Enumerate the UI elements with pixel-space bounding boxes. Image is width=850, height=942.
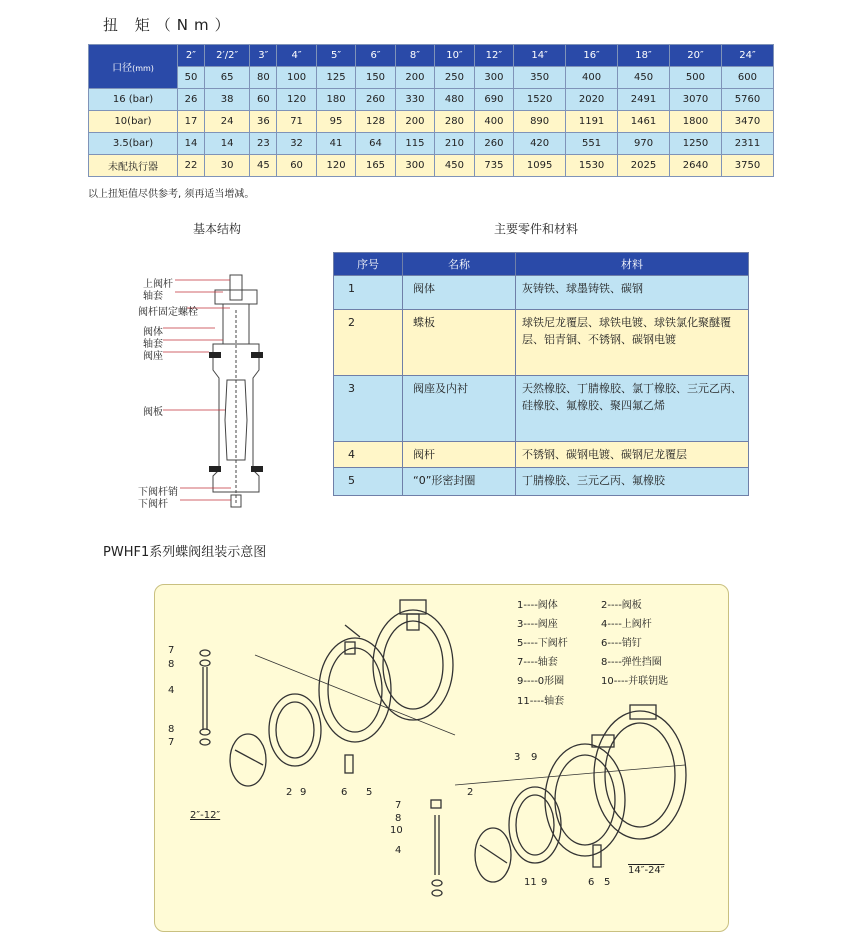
torque-table — [88, 44, 774, 177]
small-seat — [269, 694, 321, 766]
inch-size: 16″ — [566, 45, 618, 67]
torque-value: 45 — [250, 155, 277, 177]
seat-bottom-right — [251, 466, 263, 472]
torque-value: 1191 — [566, 111, 618, 133]
part-name: “0”形密封圈 — [403, 468, 516, 496]
mm-size: 50 — [178, 67, 205, 89]
torque-value: 36 — [250, 111, 277, 133]
legend-6: 6----销钉 — [601, 638, 642, 649]
part-no: 3 — [334, 376, 403, 442]
mm-size: 80 — [250, 67, 277, 89]
parts-header: 材料 — [516, 253, 749, 276]
mm-size: 125 — [316, 67, 355, 89]
torque-value: 3070 — [670, 89, 722, 111]
part-name: 阀座及内衬 — [403, 376, 516, 442]
small-disc — [230, 734, 266, 786]
legend-9: 9----0形圈 — [517, 676, 565, 687]
large-callout-11: 11 — [524, 877, 537, 888]
small-callout-8a: 8 — [168, 659, 175, 670]
part-material: 灰铸铁、球墨铸铁、碳钢 — [516, 276, 749, 310]
mm-size: 500 — [670, 67, 722, 89]
torque-value: 1800 — [670, 111, 722, 133]
torque-value: 120 — [277, 89, 316, 111]
torque-value: 1520 — [514, 89, 566, 111]
torque-value: 60 — [277, 155, 316, 177]
large-callout-10: 10 — [390, 825, 403, 836]
mm-size: 350 — [514, 67, 566, 89]
legend-5: 5----下阀杆 — [517, 638, 568, 649]
torque-value: 5760 — [721, 89, 773, 111]
structure-title: 基本结构 — [193, 222, 242, 236]
legend-4: 4----上阀杆 — [601, 619, 652, 630]
torque-value: 480 — [435, 89, 474, 111]
parts-row — [334, 442, 749, 468]
part-no: 1 — [334, 276, 403, 310]
torque-value: 970 — [618, 133, 670, 155]
torque-value: 420 — [514, 133, 566, 155]
torque-value: 2025 — [618, 155, 670, 177]
legend-1: 1----阀体 — [517, 600, 558, 611]
upper-stem-shape — [230, 275, 242, 300]
small-body-outer — [373, 610, 453, 720]
torque-value: 2640 — [670, 155, 722, 177]
part-no: 4 — [334, 442, 403, 468]
inch-size: 4″ — [277, 45, 316, 67]
torque-value: 890 — [514, 111, 566, 133]
inch-size: 5″ — [316, 45, 355, 67]
torque-value: 210 — [435, 133, 474, 155]
torque-value: 1530 — [566, 155, 618, 177]
parts-row — [334, 468, 749, 496]
part-no: 2 — [334, 310, 403, 376]
torque-value: 400 — [474, 111, 513, 133]
part-name: 阀杆 — [403, 442, 516, 468]
torque-value: 120 — [316, 155, 355, 177]
large-callout-3: 3 — [514, 752, 521, 763]
part-name: 蝶板 — [403, 310, 516, 376]
part-material: 球铁尼龙覆层、球铁电镀、球铁氯化聚醚覆层、铝青铜、不锈钢、碳钢电镀 — [516, 310, 749, 376]
torque-value: 41 — [316, 133, 355, 155]
label-lower-pin: 下阀杆销 — [138, 487, 178, 498]
torque-value: 260 — [474, 133, 513, 155]
parts-row — [334, 376, 749, 442]
assembly-title: PWHF1系列蝶阀组装示意图 — [103, 545, 267, 560]
torque-value: 22 — [178, 155, 205, 177]
pressure-label: 16 (bar) — [89, 89, 178, 111]
part-material: 不锈钢、碳钢电镀、碳钢尼龙覆层 — [516, 442, 749, 468]
large-body-outer — [594, 711, 686, 839]
torque-value: 23 — [250, 133, 277, 155]
large-liner — [545, 744, 625, 856]
part-material: 丁腈橡胶、三元乙丙、氟橡胶 — [516, 468, 749, 496]
torque-value: 115 — [395, 133, 434, 155]
size-range-large: 14″-24″ — [628, 865, 665, 876]
small-callout-7b: 7 — [168, 737, 175, 748]
torque-row — [89, 111, 774, 133]
torque-value: 2491 — [618, 89, 670, 111]
part-material: 天然橡胶、丁腈橡胶、氯丁橡胶、三元乙丙、硅橡胶、氟橡胶、聚四氟乙烯 — [516, 376, 749, 442]
inch-size: 10″ — [435, 45, 474, 67]
legend-3: 3----阀座 — [517, 619, 558, 630]
torque-value: 690 — [474, 89, 513, 111]
assembly-drawing — [155, 585, 725, 929]
parts-title: 主要零件和材料 — [494, 222, 579, 236]
mm-size: 150 — [356, 67, 395, 89]
torque-value: 17 — [178, 111, 205, 133]
parts-header: 名称 — [403, 253, 516, 276]
torque-value: 30 — [204, 155, 249, 177]
torque-note: 以上扭矩值尽供参考, 须再适当增减。 — [88, 189, 255, 200]
pressure-label: 3.5(bar) — [89, 133, 178, 155]
torque-value: 2311 — [721, 133, 773, 155]
torque-value: 64 — [356, 133, 395, 155]
mm-size: 100 — [277, 67, 316, 89]
inch-size: 6″ — [356, 45, 395, 67]
part-name: 阀体 — [403, 276, 516, 310]
mm-size: 300 — [474, 67, 513, 89]
torque-value: 32 — [277, 133, 316, 155]
label-bushing-1: 轴套 — [143, 291, 163, 302]
large-disc — [475, 828, 511, 882]
large-callout-9a: 9 — [531, 752, 538, 763]
label-bushing-2: 轴套 — [143, 339, 163, 350]
label-stem-bolt: 阀杆固定螺栓 — [138, 307, 198, 318]
torque-value: 551 — [566, 133, 618, 155]
torque-value: 71 — [277, 111, 316, 133]
large-callout-8: 8 — [395, 813, 402, 824]
torque-value: 3750 — [721, 155, 773, 177]
torque-value: 260 — [356, 89, 395, 111]
torque-value: 128 — [356, 111, 395, 133]
legend-11: 11----轴套 — [517, 696, 565, 707]
torque-value: 14 — [178, 133, 205, 155]
large-callout-7: 7 — [395, 800, 402, 811]
inch-size: 14″ — [514, 45, 566, 67]
torque-value: 735 — [474, 155, 513, 177]
inch-size: 18″ — [618, 45, 670, 67]
inch-size: 20″ — [670, 45, 722, 67]
label-upper-stem: 上阀杆 — [143, 279, 173, 290]
large-callout-6: 6 — [588, 877, 595, 888]
large-callout-4: 4 — [395, 845, 402, 856]
size-label-cell: 口径(mm) — [89, 45, 178, 89]
label-disc: 阀板 — [143, 407, 163, 418]
torque-value: 14 — [204, 133, 249, 155]
seat-top-left — [209, 352, 221, 358]
mm-size: 65 — [204, 67, 249, 89]
torque-value: 60 — [250, 89, 277, 111]
torque-value: 95 — [316, 111, 355, 133]
label-body: 阀体 — [143, 327, 163, 338]
small-callout-6: 6 — [341, 787, 348, 798]
small-callout-7a: 7 — [168, 645, 175, 656]
torque-value: 300 — [395, 155, 434, 177]
torque-title: 扭 矩（Nm） — [103, 16, 236, 34]
torque-value: 26 — [178, 89, 205, 111]
large-callout-2: 2 — [467, 787, 474, 798]
torque-value: 38 — [204, 89, 249, 111]
large-seat — [509, 787, 561, 863]
legend-8: 8----弹性挡圈 — [601, 657, 662, 668]
pressure-label: 10(bar) — [89, 111, 178, 133]
pressure-label: 未配执行器 — [89, 155, 178, 177]
small-callout-5: 5 — [366, 787, 373, 798]
torque-value: 330 — [395, 89, 434, 111]
inch-size: 8″ — [395, 45, 434, 67]
torque-value: 24 — [204, 111, 249, 133]
torque-value: 450 — [435, 155, 474, 177]
torque-value: 1095 — [514, 155, 566, 177]
inch-size: 24″ — [721, 45, 773, 67]
mm-size: 600 — [721, 67, 773, 89]
mm-size: 450 — [618, 67, 670, 89]
torque-row — [89, 133, 774, 155]
size-range-small: 2″-12″ — [190, 810, 221, 821]
small-callout-9: 9 — [300, 787, 307, 798]
small-callout-8b: 8 — [168, 724, 175, 735]
parts-table — [333, 252, 749, 496]
torque-value: 1461 — [618, 111, 670, 133]
legend-2: 2----阀板 — [601, 600, 642, 611]
torque-value: 2020 — [566, 89, 618, 111]
torque-value: 200 — [395, 111, 434, 133]
parts-header: 序号 — [334, 253, 403, 276]
inch-size: 12″ — [474, 45, 513, 67]
legend-10: 10----并联钥匙 — [601, 676, 669, 687]
seat-bottom-left — [209, 466, 221, 472]
inch-size: 2″ — [178, 45, 205, 67]
part-no: 5 — [334, 468, 403, 496]
parts-row — [334, 276, 749, 310]
mm-size: 200 — [395, 67, 434, 89]
small-callout-2: 2 — [286, 787, 293, 798]
torque-row — [89, 155, 774, 177]
label-lower-stem: 下阀杆 — [138, 499, 168, 510]
torque-row — [89, 89, 774, 111]
label-seat: 阀座 — [143, 351, 163, 362]
seat-top-right — [251, 352, 263, 358]
parts-row — [334, 310, 749, 376]
torque-value: 165 — [356, 155, 395, 177]
large-callout-9b: 9 — [541, 877, 548, 888]
legend-7: 7----轴套 — [517, 657, 558, 668]
small-callout-4: 4 — [168, 685, 175, 696]
inch-size: 3″ — [250, 45, 277, 67]
mm-size: 250 — [435, 67, 474, 89]
torque-value: 280 — [435, 111, 474, 133]
torque-value: 3470 — [721, 111, 773, 133]
torque-value: 1250 — [670, 133, 722, 155]
torque-value: 180 — [316, 89, 355, 111]
large-callout-5: 5 — [604, 877, 611, 888]
inch-size: 2′/2″ — [204, 45, 249, 67]
mm-size: 400 — [566, 67, 618, 89]
